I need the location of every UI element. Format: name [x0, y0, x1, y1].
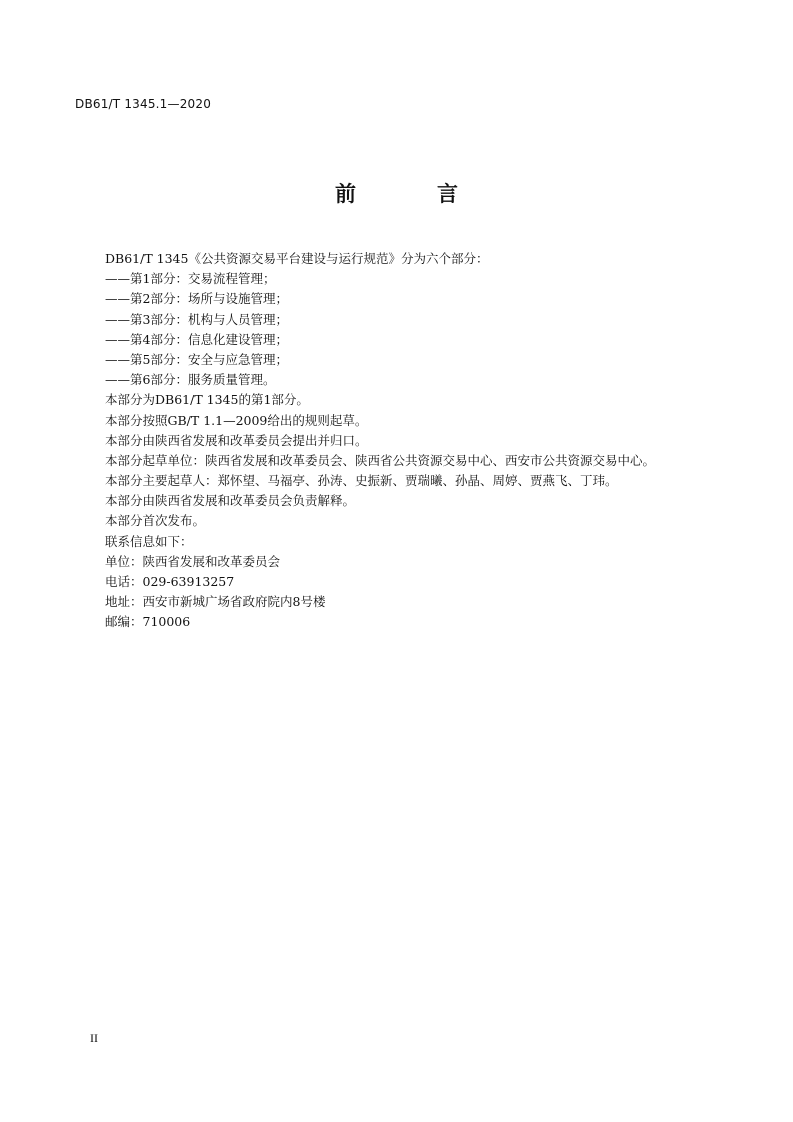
- first-release-line: 本部分首次发布。: [105, 513, 206, 529]
- contact-phone: 电话：029-63913257: [105, 574, 235, 589]
- proposer-line: 本部分由陕西省发展和改革委员会提出并归口。: [105, 432, 368, 448]
- contact-heading: 联系信息如下：: [105, 533, 193, 549]
- interpretation-line: 本部分由陕西省发展和改革委员会负责解释。: [105, 493, 356, 509]
- page-title: 前 言: [335, 182, 488, 206]
- contact-postcode: 邮编：710006: [105, 614, 191, 630]
- part-2-item: ——第2部分：场所与设施管理；: [105, 291, 288, 307]
- part-6-item: ——第6部分：服务质量管理。: [105, 372, 276, 388]
- drafters-line: 本部分主要起草人：郑怀望、马福亭、孙涛、史振新、贾瑞曦、孙晶、周婷、贾燕飞、丁玮。: [105, 473, 618, 489]
- part-3-item: ——第3部分：机构与人员管理；: [105, 311, 288, 327]
- drafting-rules-line: 本部分按照GB/T 1.1—2009给出的规则起草。: [105, 412, 368, 428]
- drafting-units-line: 本部分起草单位：陕西省发展和改革委员会、陕西省公共资源交易中心、西安市公共资源交易中心。: [105, 452, 656, 468]
- part-4-item: ——第4部分：信息化建设管理；: [105, 331, 288, 347]
- parts-intro-line: DB61/T 1345《公共资源交易平台建设与运行规范》分为六个部分：: [105, 251, 489, 266]
- part-5-item: ——第5部分：安全与应急管理；: [105, 351, 288, 367]
- foreword-body: [105, 249, 725, 633]
- contact-address: 地址：西安市新城广场省政府院内8号楼: [105, 594, 326, 610]
- page-number: II: [90, 1031, 98, 1045]
- part-1-item: ——第1部分：交易流程管理；: [105, 271, 276, 287]
- part-scope-line: 本部分为DB61/T 1345的第1部分。: [105, 392, 309, 408]
- contact-unit: 单位：陕西省发展和改革委员会: [105, 553, 281, 569]
- standard-code-header: DB61/T 1345.1—2020: [75, 97, 212, 111]
